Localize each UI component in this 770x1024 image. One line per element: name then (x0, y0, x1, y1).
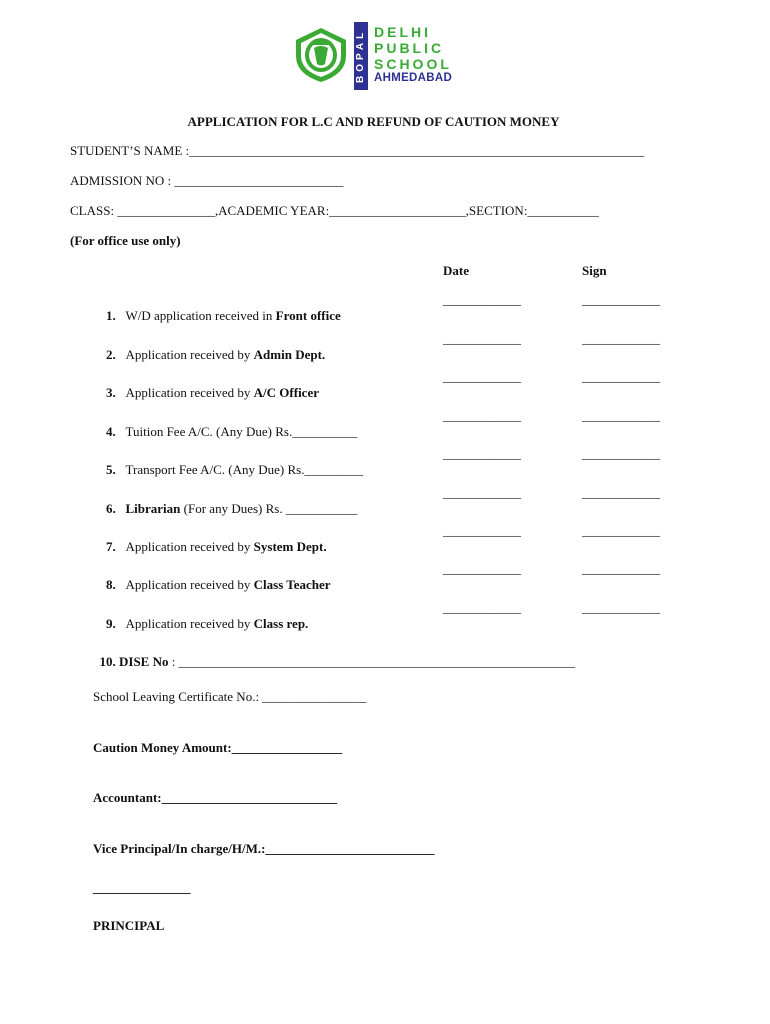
item-number: 2. (106, 347, 116, 362)
date-blank[interactable]: ____________ (443, 446, 521, 461)
admission-no-field[interactable]: ADMISSION NO : __________________________ (70, 173, 344, 188)
item-text: Application received by (125, 385, 254, 400)
item-number: 7. (106, 539, 116, 554)
bopal-text: BOPAL (355, 28, 366, 84)
caution-money-field[interactable]: Caution Money Amount:_________________ (93, 740, 343, 755)
dise-no-field[interactable] (93, 638, 575, 670)
date-blank[interactable]: ____________ (443, 561, 521, 576)
item-number: 9. (106, 616, 116, 631)
sign-blank[interactable]: ____________ (582, 446, 660, 461)
item-number: 5. (106, 462, 116, 477)
item-text: W/D application received in (125, 308, 276, 323)
item-dept: Librarian (125, 501, 181, 516)
date-column-header: Date (443, 263, 469, 278)
vice-principal-field[interactable]: Vice Principal/In charge/H/M.:__________________________ (93, 841, 435, 856)
item-number: 6. (106, 501, 116, 516)
item-dept: Class Teacher (253, 577, 331, 592)
sign-blank[interactable]: ____________ (582, 523, 660, 538)
sign-blank[interactable]: ____________ (582, 292, 660, 307)
logo-line-school: SCHOOL (374, 56, 452, 72)
dise-number: 10. (99, 654, 116, 669)
item-dept: System Dept. (253, 539, 327, 554)
item-dept: A/C Officer (253, 385, 319, 400)
sign-column-header: Sign (582, 263, 607, 278)
school-logo (292, 22, 462, 90)
item-number: 1. (106, 308, 116, 323)
slc-no-field[interactable]: School Leaving Certificate No.: ________________ (93, 689, 367, 704)
item-number: 3. (106, 385, 116, 400)
item-number: 4. (106, 424, 116, 439)
dise-blank: : _____________________________________________________________ (168, 654, 576, 669)
sign-blank[interactable]: ____________ (582, 408, 660, 423)
principal-signature-line[interactable]: _______________ (93, 880, 191, 895)
logo-line-delhi: DELHI (374, 24, 431, 40)
item-number: 8. (106, 577, 116, 592)
sign-blank[interactable]: ____________ (582, 485, 660, 500)
item-text: Application received by (125, 347, 254, 362)
item-dept: Class rep. (253, 616, 309, 631)
student-name-field[interactable]: STUDENT’S NAME :______________________________________________________________________ (70, 143, 645, 158)
item-text-end: (For any Dues) Rs. ___________ (180, 501, 358, 516)
item-dept: Admin Dept. (253, 347, 326, 362)
item-text: Transport Fee A/C. (Any Due) Rs._________ (125, 462, 363, 477)
sign-blank[interactable]: ____________ (582, 600, 660, 615)
date-blank[interactable]: ____________ (443, 331, 521, 346)
logo-line-public: PUBLIC (374, 40, 445, 56)
form-title: APPLICATION FOR L.C AND REFUND OF CAUTION MONEY (187, 114, 560, 129)
date-blank[interactable]: ____________ (443, 523, 521, 538)
item-text: Tuition Fee A/C. (Any Due) Rs.__________ (125, 424, 358, 439)
sign-blank[interactable]: ____________ (582, 369, 660, 384)
date-blank[interactable]: ____________ (443, 485, 521, 500)
item-text: Application received by (125, 577, 254, 592)
date-blank[interactable]: ____________ (443, 408, 521, 423)
dise-label: DISE No (119, 654, 169, 669)
sign-blank[interactable]: ____________ (582, 561, 660, 576)
item-text: Application received by (125, 539, 254, 554)
date-blank[interactable]: ____________ (443, 369, 521, 384)
item-text: Application received by (125, 616, 254, 631)
principal-label: PRINCIPAL (93, 918, 165, 933)
school-emblem-icon (292, 26, 350, 84)
date-blank[interactable]: ____________ (443, 292, 521, 307)
item-dept: Front office (275, 308, 341, 323)
accountant-field[interactable]: Accountant:___________________________ (93, 790, 338, 805)
date-blank[interactable]: ____________ (443, 600, 521, 615)
class-year-section-field[interactable]: CLASS: _______________,ACADEMIC YEAR:_____________________,SECTION:___________ (70, 203, 599, 218)
office-use-note: (For office use only) (70, 233, 181, 248)
logo-city: AHMEDABAD (374, 72, 453, 84)
sign-blank[interactable]: ____________ (582, 331, 660, 346)
